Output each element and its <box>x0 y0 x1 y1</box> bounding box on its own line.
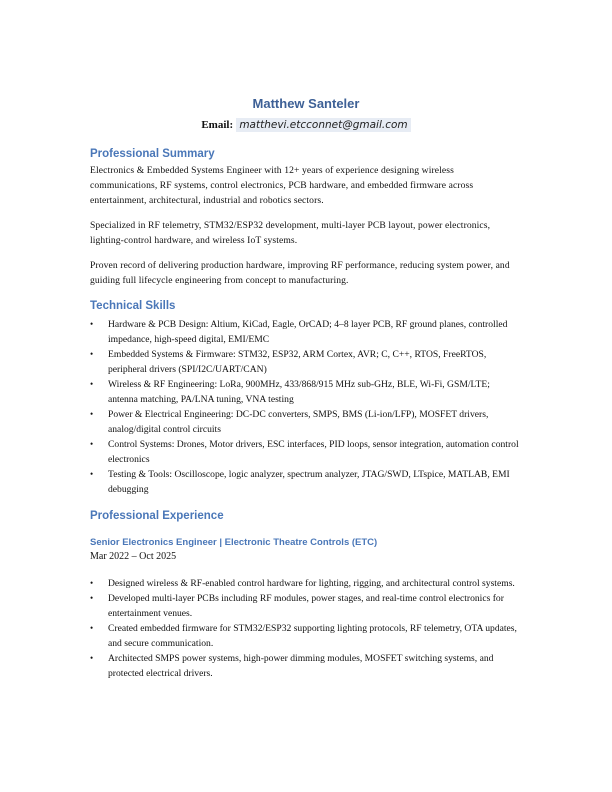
job-bullet-text: Developed multi-layer PCBs including RF modules, power stages, and real-time control electronics for entertainment venues. <box>108 593 504 619</box>
bullet-icon: • <box>90 653 94 663</box>
candidate-name: Matthew Santeler <box>252 96 360 111</box>
job-bullet <box>90 621 522 651</box>
job-bullet-text: Designed wireless & RF-enabled control hardware for lighting, rigging, and architectural control systems. <box>108 578 515 589</box>
bullet-icon: • <box>90 319 94 329</box>
bullet-icon: • <box>90 349 94 359</box>
skill-text: Embedded Systems & Firmware: STM32, ESP32, ARM Cortex, AVR; C, C++, RTOS, FreeRTOS, peripheral drivers (SPI/I2C/UART/CAN) <box>108 349 487 375</box>
skills-list <box>90 317 522 497</box>
bullet-icon: • <box>90 439 94 449</box>
summary-paragraph-1: Electronics & Embedded Systems Engineer with 12+ years of experience designing wireless communications, RF systems, control electronics, PCB hardware, and embedded firmware across entertainment, architectural, industrial and robotics sectors. <box>90 165 474 206</box>
job-title: Senior Electronics Engineer | Electronic Theatre Controls (ETC) <box>90 537 378 548</box>
skill-text: Hardware & PCB Design: Altium, KiCad, Eagle, OrCAD; 4–8 layer PCB, RF ground planes, controlled impedance, high-speed digital, EMI/EMC <box>108 319 508 345</box>
experience-heading: Professional Experience <box>90 510 224 522</box>
skill-item <box>90 377 522 407</box>
job-bullet <box>90 591 522 621</box>
bullet-icon: • <box>90 409 94 419</box>
skill-item <box>90 347 522 377</box>
summary-paragraph-2: Specialized in RF telemetry, STM32/ESP32 development, multi-layer PCB layout, power electronics, lighting-control hardware, and wireless IoT systems. <box>90 220 491 246</box>
skill-item <box>90 467 522 497</box>
skill-text: Power & Electrical Engineering: DC-DC converters, SMPS, BMS (Li-ion/LFP), MOSFET drivers, analog/digital control circuits <box>108 409 489 435</box>
email-line <box>0 118 612 132</box>
job-bullet <box>90 651 522 681</box>
skill-item <box>90 317 522 347</box>
skill-item <box>90 407 522 437</box>
job-bullet-text: Created embedded firmware for STM32/ESP32 supporting lighting protocols, RF telemetry, OTA updates, and secure communication. <box>108 623 517 649</box>
skill-text: Wireless & RF Engineering: LoRa, 900MHz, 433/868/915 MHz sub-GHz, BLE, Wi-Fi, GSM/LTE; antenna matching, PA/LNA tuning, VNA testing <box>108 379 490 405</box>
bullet-icon: • <box>90 593 94 603</box>
bullet-icon: • <box>90 578 94 588</box>
email-label: Email: <box>201 119 234 131</box>
skill-text: Testing & Tools: Oscilloscope, logic analyzer, spectrum analyzer, JTAG/SWD, LTspice, MATLAB, EMI debugging <box>108 469 510 495</box>
summary-paragraph-3: Proven record of delivering production hardware, improving RF performance, reducing system power, and guiding full lifecycle engineering from concept to manufacturing. <box>90 260 510 286</box>
job-dates: Mar 2022 – Oct 2025 <box>90 551 177 562</box>
summary-heading: Professional Summary <box>90 148 215 160</box>
job-bullets <box>90 576 522 681</box>
bullet-icon: • <box>90 379 94 389</box>
bullet-icon: • <box>90 623 94 633</box>
email-value[interactable]: matthevi.etcconnet@gmail.com <box>236 118 410 132</box>
skills-heading: Technical Skills <box>90 300 176 312</box>
skill-item <box>90 437 522 467</box>
skill-text: Control Systems: Drones, Motor drivers, ESC interfaces, PID loops, sensor integration, automation control electronics <box>108 439 519 465</box>
job-bullet-text: Architected SMPS power systems, high-power dimming modules, MOSFET switching systems, and protected electrical drivers. <box>108 653 494 679</box>
job-bullet <box>90 576 522 591</box>
bullet-icon: • <box>90 469 94 479</box>
